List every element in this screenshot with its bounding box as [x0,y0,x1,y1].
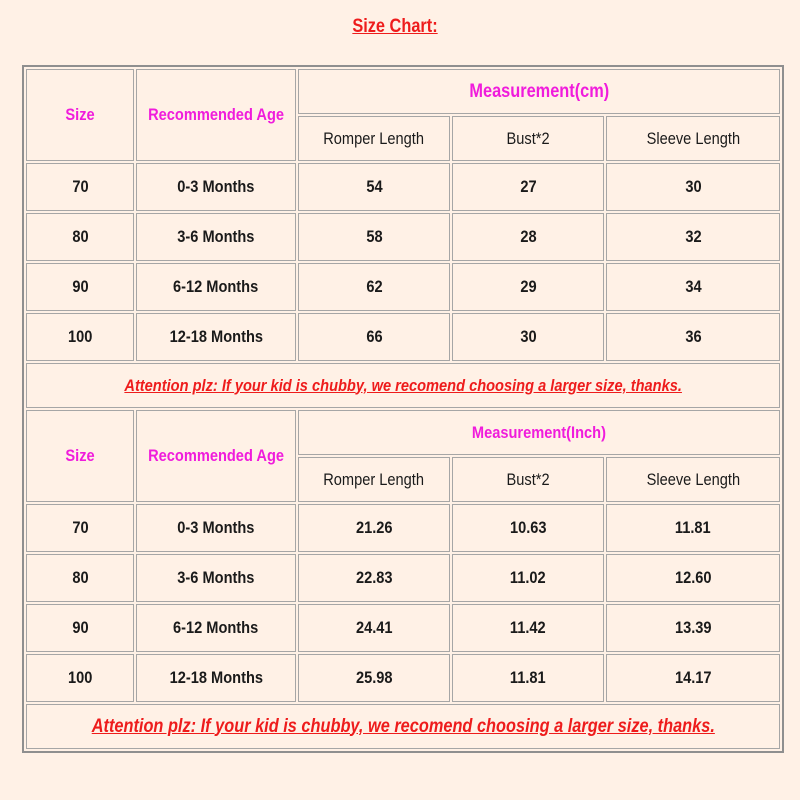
bust-cell: 29 [452,263,604,311]
size-cell: 100 [26,313,134,361]
header-row [26,69,780,114]
age-cell: 6-12 Months [136,604,296,652]
romper-length-cell: 54 [298,163,450,211]
table-row [26,313,780,361]
size-cell: 90 [26,263,134,311]
romper-length-cell: 24.41 [298,604,450,652]
size-chart-title: Size Chart: [352,16,438,37]
romper-length-cell: 21.26 [298,504,450,552]
sleeve-length-cell: 12.60 [606,554,780,602]
age-header: Recommended Age [136,69,296,161]
attention-note-row [26,704,780,749]
size-chart-table [22,65,784,753]
bust-cell: 10.63 [452,504,604,552]
romper-length-cell: 62 [298,263,450,311]
age-cell: 6-12 Months [136,263,296,311]
romper-length-header: Romper Length [298,116,450,161]
sleeve-length-cell: 36 [606,313,780,361]
size-cell: 80 [26,213,134,261]
size-header: Size [26,69,134,161]
table-row [26,263,780,311]
bust-cell: 11.02 [452,554,604,602]
table-row [26,654,780,702]
bust-cell: 11.42 [452,604,604,652]
romper-length-cell: 58 [298,213,450,261]
size-cell: 100 [26,654,134,702]
table-row [26,504,780,552]
measurement-header: Measurement(Inch) [298,410,780,455]
age-cell: 0-3 Months [136,163,296,211]
romper-length-header: Romper Length [298,457,450,502]
header-row [26,410,780,455]
size-cell: 70 [26,504,134,552]
bust-cell: 28 [452,213,604,261]
bust-cell: 30 [452,313,604,361]
romper-length-cell: 66 [298,313,450,361]
sleeve-length-cell: 13.39 [606,604,780,652]
romper-length-cell: 22.83 [298,554,450,602]
bust-cell: 27 [452,163,604,211]
bust-header: Bust*2 [452,116,604,161]
age-header: Recommended Age [136,410,296,502]
table-row [26,554,780,602]
age-cell: 3-6 Months [136,554,296,602]
table-row [26,163,780,211]
attention-note-row [26,363,780,408]
sleeve-length-header: Sleeve Length [606,457,780,502]
size-header: Size [26,410,134,502]
table-row [26,213,780,261]
age-cell: 3-6 Months [136,213,296,261]
table-row [26,604,780,652]
sleeve-length-cell: 34 [606,263,780,311]
sleeve-length-cell: 30 [606,163,780,211]
age-cell: 0-3 Months [136,504,296,552]
attention-note: Attention plz: If your kid is chubby, we recomend choosing a larger size, thanks. [26,363,780,408]
bust-cell: 11.81 [452,654,604,702]
size-cell: 90 [26,604,134,652]
sleeve-length-header: Sleeve Length [606,116,780,161]
age-cell: 12-18 Months [136,313,296,361]
attention-note: Attention plz: If your kid is chubby, we recomend choosing a larger size, thanks. [26,704,780,749]
romper-length-cell: 25.98 [298,654,450,702]
measurement-header: Measurement(cm) [298,69,780,114]
size-cell: 80 [26,554,134,602]
sleeve-length-cell: 32 [606,213,780,261]
sleeve-length-cell: 14.17 [606,654,780,702]
age-cell: 12-18 Months [136,654,296,702]
bust-header: Bust*2 [452,457,604,502]
size-cell: 70 [26,163,134,211]
sleeve-length-cell: 11.81 [606,504,780,552]
